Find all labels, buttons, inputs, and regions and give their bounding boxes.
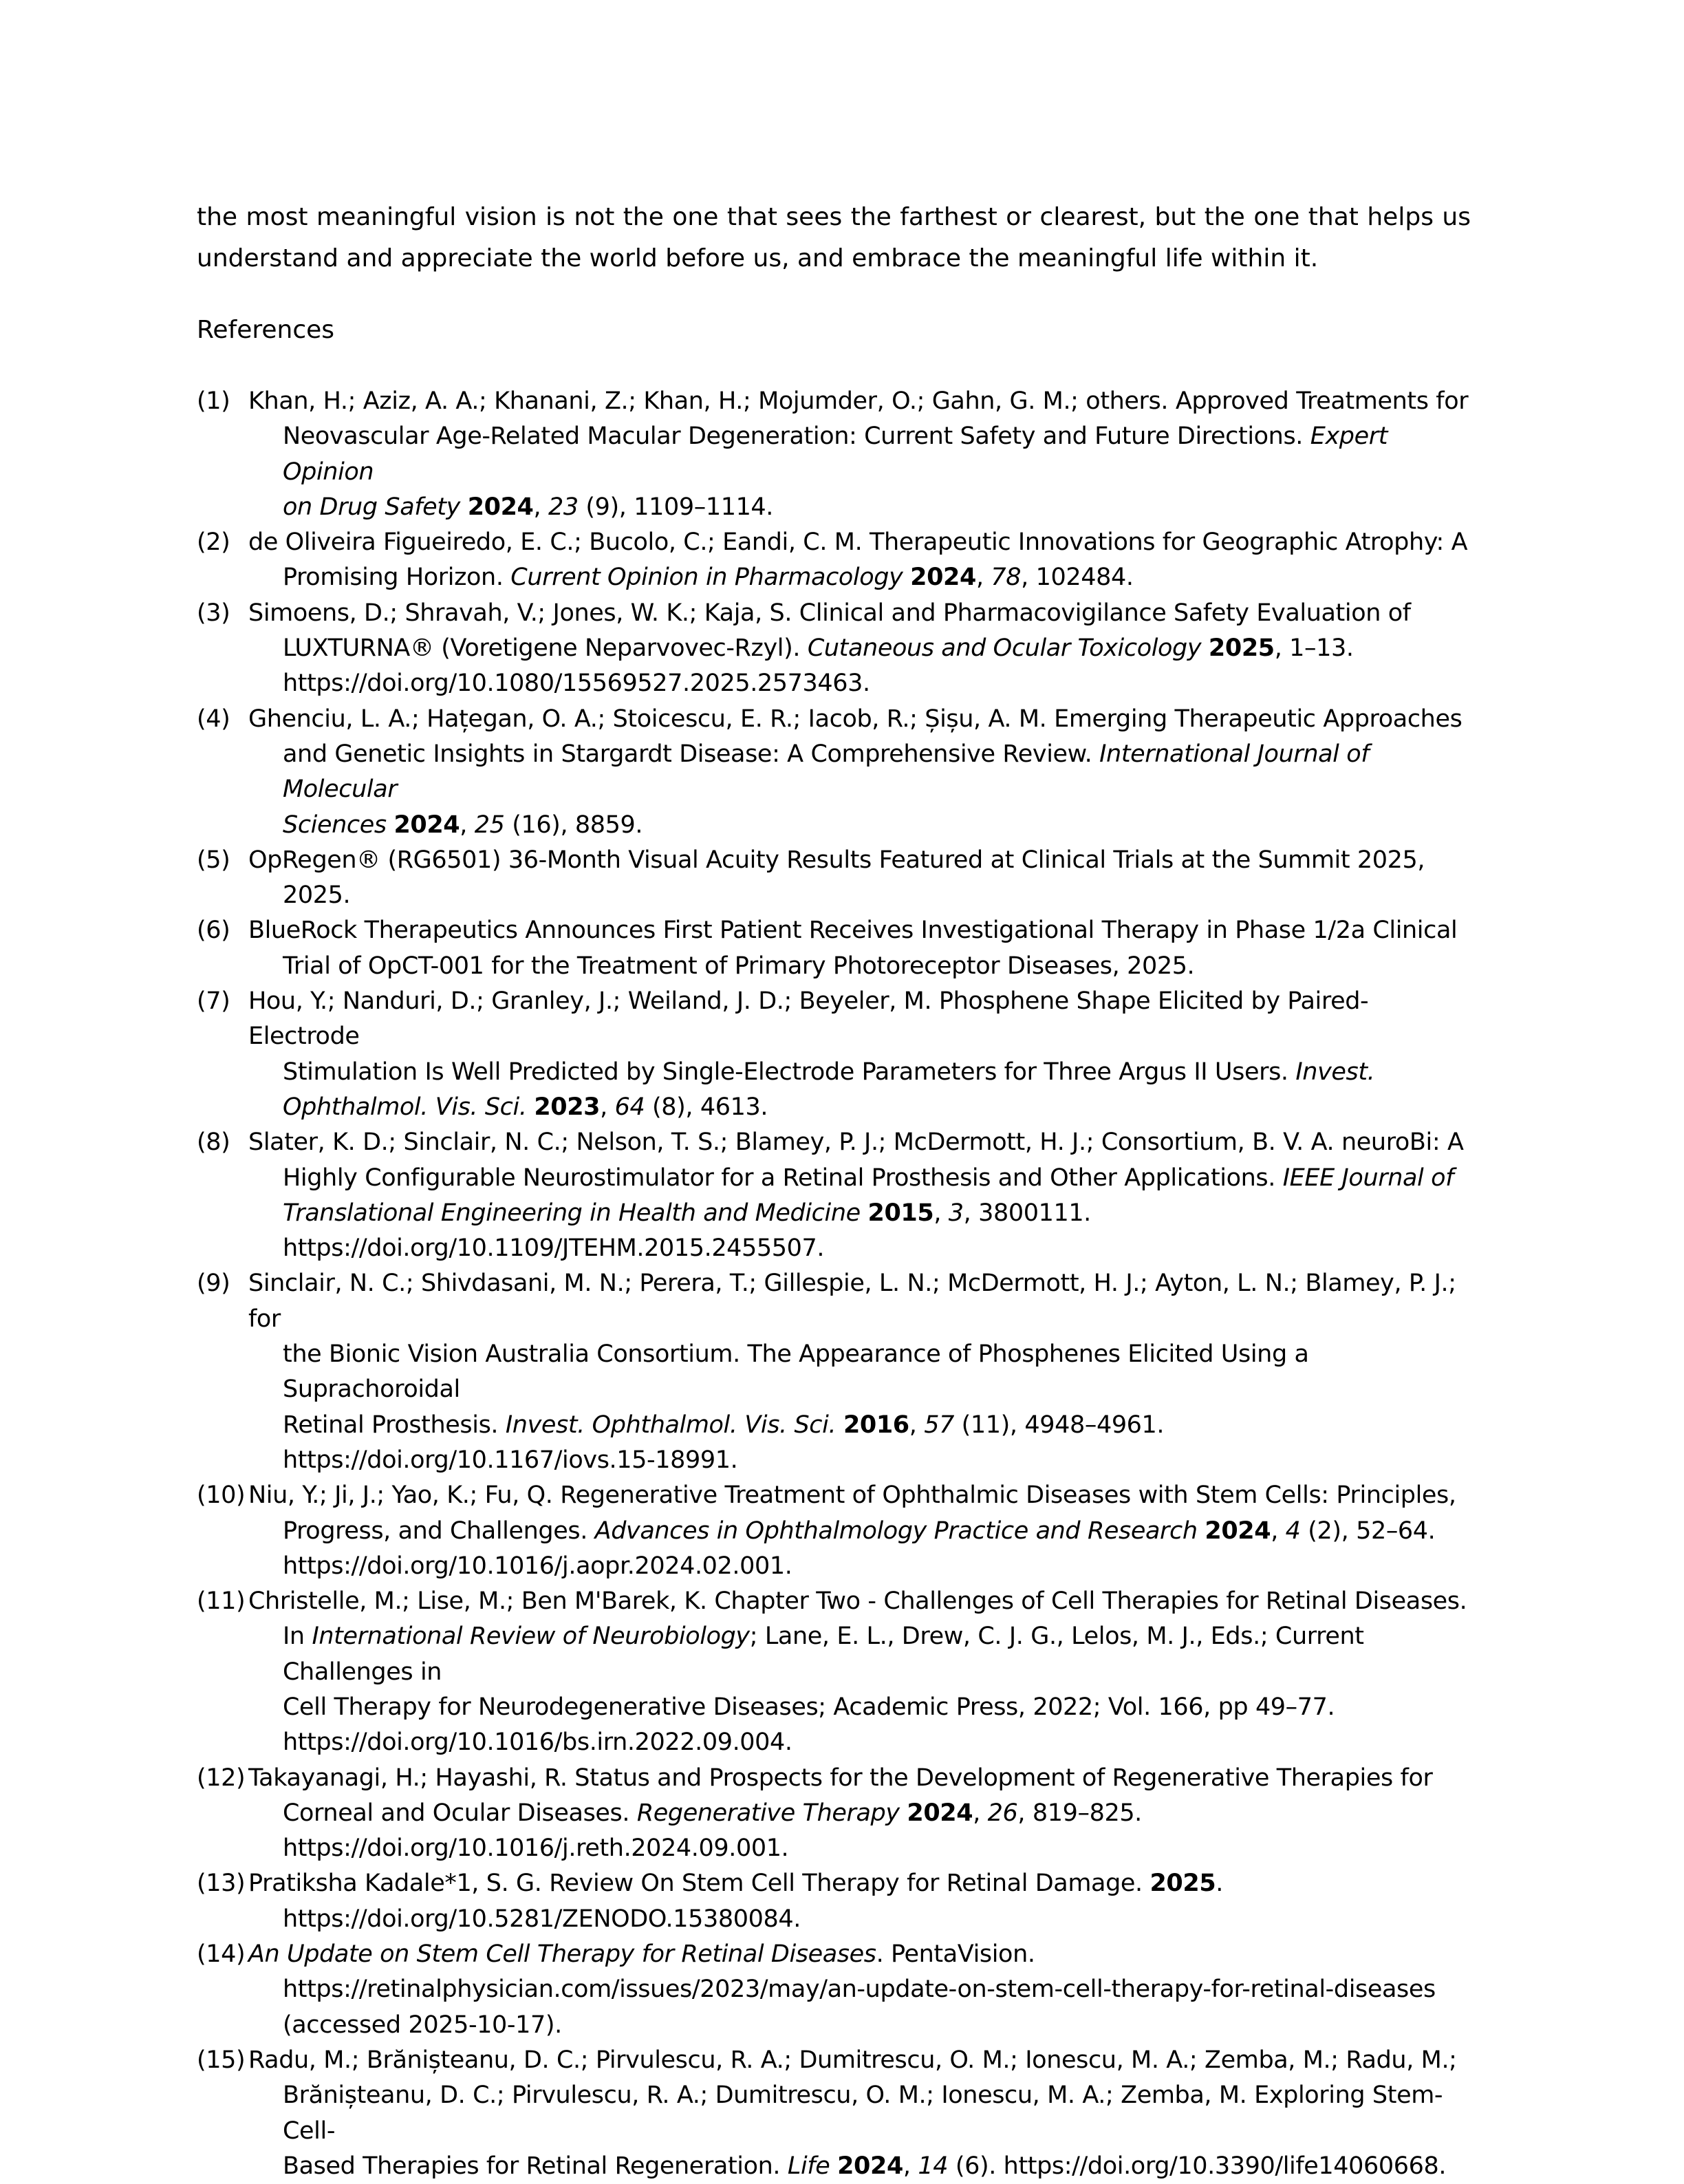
reference-text — [460, 493, 468, 521]
reference-text: LUXTURNA® (Voretigene Neparvovec-Rzyl). — [283, 634, 808, 663]
reference-text: , — [903, 2152, 918, 2180]
reference-line — [266, 949, 1471, 984]
reference-line — [248, 1937, 1471, 1972]
reference-text: Based Therapies for Retinal Regeneration. — [283, 2152, 788, 2180]
reference-text — [836, 1411, 843, 1439]
italic-text: International Journal of Molecular — [283, 740, 1370, 804]
reference-text: Takayanagi, H.; Hayashi, R. Status and Prospects for the Development of Regenerative Therapies for — [248, 1764, 1433, 1792]
reference-text: Neovascular Age-Related Macular Degeneration: Current Safety and Future Directions. — [283, 422, 1310, 451]
reference-text: https://doi.org/10.1109/JTEHM.2015.2455507. — [283, 1234, 825, 1263]
reference-text: , — [533, 493, 548, 521]
reference-text: Stimulation Is Well Predicted by Single-Electrode Parameters for Three Argus II Users. — [283, 1058, 1296, 1086]
reference-entry — [197, 596, 1471, 702]
reference-text: , 102484. — [1021, 564, 1134, 592]
italic-text: Invest. Ophthalmol. Vis. Sci. — [505, 1411, 836, 1439]
italic-text: 4 — [1285, 1517, 1301, 1545]
reference-line — [266, 1690, 1471, 1725]
reference-line — [266, 1725, 1471, 1760]
reference-number: (4) — [197, 705, 230, 733]
reference-text: (11), 4948–4961. — [953, 1411, 1165, 1439]
reference-number: (6) — [197, 917, 230, 945]
reference-entry — [197, 384, 1471, 525]
italic-text: on Drug Safety — [283, 493, 460, 521]
reference-text — [1201, 634, 1209, 662]
reference-text: (16), 8859. — [504, 811, 643, 839]
reference-number: (5) — [197, 846, 230, 874]
reference-entry — [197, 1584, 1471, 1760]
reference-line — [248, 525, 1471, 560]
reference-text — [387, 811, 394, 839]
reference-line — [266, 560, 1471, 595]
bold-year: 2025 — [1208, 634, 1275, 663]
reference-text: https://doi.org/10.1016/j.aopr.2024.02.001. — [283, 1552, 792, 1580]
italic-text: Cutaneous and Ocular Toxicology — [807, 634, 1202, 663]
italic-text: 57 — [924, 1411, 954, 1439]
reference-text — [830, 2152, 837, 2180]
reference-line — [248, 1761, 1471, 1796]
references-list — [197, 384, 1471, 2184]
reference-text: https://doi.org/10.1080/15569527.2025.2573463. — [283, 670, 870, 698]
reference-line — [266, 1408, 1471, 1443]
reference-number: (1) — [197, 387, 230, 415]
reference-number: (8) — [197, 1128, 230, 1157]
reference-text: Christelle, M.; Lise, M.; Ben M'Barek, K. Chapter Two - Challenges of Cell Therapies for Retinal Diseases. — [248, 1587, 1467, 1616]
reference-line — [248, 1478, 1471, 1513]
reference-line — [266, 1796, 1471, 1831]
reference-text: ; Lane, E. L., Drew, C. J. G., Lelos, M. J., Eds.; Current Challenges in — [283, 1623, 1364, 1686]
italic-text: IEEE Journal of — [1282, 1164, 1454, 1192]
reference-text: https://doi.org/10.1167/iovs.15-18991. — [283, 1446, 738, 1474]
reference-entry — [197, 913, 1471, 984]
reference-line — [266, 2078, 1471, 2149]
reference-line — [248, 1266, 1471, 1337]
bold-year: 2024 — [1205, 1517, 1271, 1545]
reference-number: (3) — [197, 599, 230, 627]
reference-entry — [197, 525, 1471, 596]
reference-line — [266, 1337, 1471, 1408]
reference-entry — [197, 1266, 1471, 1478]
reference-line — [266, 1161, 1471, 1196]
reference-line — [266, 490, 1471, 525]
reference-text — [900, 1799, 907, 1827]
reference-line — [266, 1443, 1471, 1478]
italic-text: Advances in Ophthalmology Practice and Research — [594, 1517, 1198, 1545]
reference-text: https://retinalphysician.com/issues/2023/may/an-update-on-stem-cell-therapy-for-retinal-diseases — [283, 1976, 1436, 2004]
reference-entry — [197, 702, 1471, 843]
italic-text: 78 — [991, 564, 1022, 592]
reference-text: (2), 52–64. — [1300, 1517, 1436, 1545]
reference-text: (accessed 2025-10-17). — [283, 2011, 562, 2039]
reference-number: (2) — [197, 528, 230, 557]
reference-line — [248, 1584, 1471, 1619]
reference-text: , — [973, 1799, 988, 1827]
reference-entry — [197, 1937, 1471, 2043]
reference-line — [266, 1902, 1471, 1937]
italic-text: Ophthalmol. Vis. Sci. — [283, 1093, 527, 1121]
reference-text: de Oliveira Figueiredo, E. C.; Bucolo, C.; Eandi, C. M. Therapeutic Innovations for Geographic Atrophy: A — [248, 528, 1468, 557]
reference-entry — [197, 2043, 1471, 2184]
reference-entry — [197, 1478, 1471, 1584]
reference-line — [266, 1831, 1471, 1866]
italic-text: Regenerative Therapy — [636, 1799, 900, 1827]
italic-text: International Review of Neurobiology — [312, 1623, 750, 1651]
reference-text: (9), 1109–1114. — [578, 493, 774, 521]
reference-line — [248, 384, 1471, 419]
reference-line — [266, 666, 1471, 701]
reference-text: Radu, M.; Brănișteanu, D. C.; Pirvulescu, R. A.; Dumitrescu, O. M.; Ionescu, M. A.; Zemba, M.; Radu, M.; — [248, 2046, 1457, 2074]
italic-text: Translational Engineering in Health and Medicine — [283, 1199, 861, 1227]
reference-line — [248, 702, 1471, 737]
reference-text: Sinclair, N. C.; Shivdasani, M. N.; Perera, T.; Gillespie, L. N.; McDermott, H. J.; Ayton, L. N.; Blamey, P. J.; for — [248, 1270, 1456, 1333]
reference-line — [266, 1090, 1471, 1125]
reference-text: Hou, Y.; Nanduri, D.; Granley, J.; Weiland, J. D.; Beyeler, M. Phosphene Shape Elicited by Paired-Electrode — [248, 987, 1369, 1051]
italic-text: Life — [787, 2152, 830, 2180]
reference-text: Khan, H.; Aziz, A. A.; Khanani, Z.; Khan, H.; Mojumder, O.; Gahn, G. M.; others. Approved Treatments for — [248, 387, 1469, 415]
italic-text: Invest. — [1295, 1058, 1375, 1086]
reference-text: Brănișteanu, D. C.; Pirvulescu, R. A.; Dumitrescu, O. M.; Ionescu, M. A.; Zemba, M. Exploring Stem-Cell- — [283, 2081, 1443, 2145]
reference-line — [266, 2008, 1471, 2043]
reference-text: , — [909, 1411, 925, 1439]
bold-year: 2024 — [393, 811, 460, 839]
bold-year: 2016 — [843, 1411, 909, 1439]
reference-text: , — [975, 564, 991, 592]
reference-number: (13) — [197, 1870, 246, 1898]
reference-text: , 819–825. — [1017, 1799, 1142, 1827]
reference-text: Slater, K. D.; Sinclair, N. C.; Nelson, T. S.; Blamey, P. J.; McDermott, H. J.; Consortium, B. V. A. neuroBi: A — [248, 1128, 1464, 1157]
reference-text: , — [600, 1093, 615, 1121]
reference-line — [266, 631, 1471, 666]
reference-line — [266, 737, 1471, 808]
reference-line — [248, 1125, 1471, 1160]
reference-line — [248, 843, 1471, 878]
italic-text: Sciences — [283, 811, 387, 839]
reference-text: https://doi.org/10.5281/ZENODO.15380084. — [283, 1905, 801, 1933]
reference-line — [266, 1549, 1471, 1584]
reference-entry — [197, 843, 1471, 914]
bold-year: 2024 — [837, 2152, 903, 2180]
reference-text: Corneal and Ocular Diseases. — [283, 1799, 637, 1827]
reference-line — [266, 1231, 1471, 1266]
italic-text: 26 — [987, 1799, 1018, 1827]
reference-line — [248, 596, 1471, 631]
bold-year: 2024 — [910, 564, 976, 592]
reference-text: https://doi.org/10.1016/bs.irn.2022.09.004. — [283, 1728, 792, 1757]
bold-year: 2023 — [534, 1093, 601, 1121]
reference-line — [266, 808, 1471, 843]
reference-text: , — [1271, 1517, 1286, 1545]
reference-text: . PentaVision. — [876, 1940, 1035, 1969]
reference-line — [266, 1514, 1471, 1549]
reference-entry — [197, 1866, 1471, 1937]
document-page — [197, 197, 1471, 2184]
reference-text: In — [283, 1623, 312, 1651]
reference-line — [266, 1972, 1471, 2007]
reference-text — [1198, 1517, 1205, 1545]
bold-year: 2025 — [1149, 1870, 1216, 1898]
reference-entry — [197, 1761, 1471, 1867]
reference-text: Pratiksha Kadale*1, S. G. Review On Stem Cell Therapy for Retinal Damage. — [248, 1870, 1150, 1898]
reference-text: the Bionic Vision Australia Consortium. The Appearance of Phosphenes Elicited Using a Suprachoroidal — [283, 1340, 1309, 1404]
reference-text: Simoens, D.; Shravah, V.; Jones, W. K.; Kaja, S. Clinical and Pharmacovigilance Safety Evaluation of — [248, 599, 1411, 627]
reference-line — [266, 2149, 1471, 2184]
reference-text: , — [933, 1199, 949, 1227]
reference-number: (10) — [197, 1481, 246, 1510]
reference-line — [248, 913, 1471, 948]
reference-text: https://doi.org/10.1016/j.reth.2024.09.001. — [283, 1834, 789, 1863]
bold-year: 2024 — [907, 1799, 973, 1827]
reference-number: (14) — [197, 1940, 246, 1969]
reference-text: , 3800111. — [963, 1199, 1091, 1227]
reference-number: (9) — [197, 1270, 230, 1298]
italic-text: An Update on Stem Cell Therapy for Retinal Diseases — [248, 1940, 876, 1969]
reference-text: Trial of OpCT-001 for the Treatment of Primary Photoreceptor Diseases, 2025. — [283, 952, 1195, 980]
reference-number: (12) — [197, 1764, 246, 1792]
reference-number: (15) — [197, 2046, 246, 2074]
reference-text: (6). https://doi.org/10.3390/life14060668. — [948, 2152, 1447, 2180]
italic-text: Expert Opinion — [283, 422, 1388, 486]
reference-line — [248, 984, 1471, 1055]
reference-text: Progress, and Challenges. — [283, 1517, 595, 1545]
reference-line — [266, 419, 1471, 490]
reference-line — [266, 878, 1471, 913]
italic-text: 14 — [918, 2152, 949, 2180]
bold-year: 2015 — [867, 1199, 934, 1227]
reference-text: OpRegen® (RG6501) 36-Month Visual Acuity Results Featured at Clinical Trials at the Summit 2025, — [248, 846, 1425, 874]
italic-text: 3 — [948, 1199, 964, 1227]
reference-line — [266, 1196, 1471, 1231]
reference-text: . — [1216, 1870, 1224, 1898]
reference-line — [266, 1619, 1471, 1690]
reference-text: Cell Therapy for Neurodegenerative Diseases; Academic Press, 2022; Vol. 166, pp 49–77. — [283, 1693, 1335, 1721]
reference-text: Highly Configurable Neurostimulator for a Retinal Prosthesis and Other Applications. — [283, 1164, 1283, 1192]
reference-text — [861, 1199, 868, 1227]
reference-line — [266, 1055, 1471, 1090]
reference-text: Niu, Y.; Ji, J.; Yao, K.; Fu, Q. Regenerative Treatment of Ophthalmic Diseases with Stem Cells: Principles, — [248, 1481, 1456, 1510]
reference-text — [903, 564, 910, 591]
reference-text: BlueRock Therapeutics Announces First Patient Receives Investigational Therapy in Phase 1/2a Clinical — [248, 917, 1458, 945]
bold-year: 2024 — [467, 493, 534, 521]
reference-text: 2025. — [283, 881, 351, 910]
reference-number: (11) — [197, 1587, 246, 1616]
reference-text: , — [460, 811, 475, 839]
references-heading: References — [197, 316, 335, 344]
reference-text: Ghenciu, L. A.; Hațegan, O. A.; Stoicescu, E. R.; Iacob, R.; Șișu, A. M. Emerging Therapeutic Approaches — [248, 705, 1462, 733]
reference-text — [527, 1093, 535, 1121]
reference-line — [248, 2043, 1471, 2078]
italic-text: Current Opinion in Pharmacology — [510, 564, 903, 592]
reference-entry — [197, 984, 1471, 1125]
reference-text: Promising Horizon. — [283, 564, 511, 592]
reference-entry — [197, 1125, 1471, 1266]
italic-text: 64 — [614, 1093, 645, 1121]
reference-text: and Genetic Insights in Stargardt Disease: A Comprehensive Review. — [283, 740, 1100, 768]
closing-paragraph: the most meaningful vision is not the one that sees the farthest or clearest, but the one that helps us understand and appreciate the world before us, and embrace the meaningful life within it. — [197, 203, 1471, 272]
reference-number: (7) — [197, 987, 230, 1016]
reference-text: Retinal Prosthesis. — [283, 1411, 506, 1439]
reference-line — [248, 1866, 1471, 1901]
italic-text: 23 — [548, 493, 579, 521]
reference-text: , 1–13. — [1274, 634, 1354, 663]
italic-text: 25 — [474, 811, 505, 839]
reference-text: (8), 4613. — [645, 1093, 768, 1121]
